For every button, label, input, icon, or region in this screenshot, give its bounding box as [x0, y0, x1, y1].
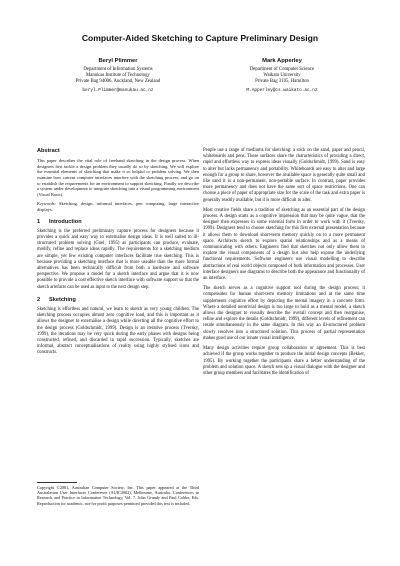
section-number: 2: [37, 296, 41, 303]
author-inst: Manukau Institute of Technology: [86, 73, 150, 79]
paragraph: The sketch serves as a cognitive support tool during the design process; it compensates for human short-term memory limitations and at the same time supplements cognitive effort by depicting the mental imagery in a concrete form. Where a detailed nontrivial design is too large to hold as a mental model, a sketch allows the designer to visually describe the overall concept and then reorganise, refine and explore the details (Goldschmidt, 1999), different levels of refinement can reside simultaneously in the same diagram. In this way an ill-structured problem slowly resolves into a structured solution. This process of partial representation makes good use of our innate visual intelligence.: [203, 286, 365, 341]
section-heading-sketching: [37, 297, 199, 303]
copyright-footnote: [37, 482, 199, 506]
right-column: [203, 148, 365, 381]
paragraph: Sketching is the preferred preliminary capture process for designers because it provides a quick and easy way to externalise design ideas. It is well suited to ill-structured problem solving (Goel, 1995) as participants can produce, evaluate, modify, refine and replace ideas rapidly. The requirements for a sketching medium are simple, yet few existing computer interfaces facilitate true sketching. This is because providing a sketching interface that is more useable than the more formal alternatives has been technically difficult from both a hardware and software perspective. We propose a model for a sketch interface and argue that it is now possible to provide a cost effective sketch interface with software support so that the sketch artefacts can be used as input to the next design step.: [37, 228, 199, 290]
keywords-label: Keywords:: [37, 201, 57, 207]
section-number: 1: [37, 218, 41, 225]
paragraph: Many design activities require group collaboration or agreement. This is best achieved if the group works together to produce the initial design concepts (Bekker, 1995). By working together the participants share a better understanding of the problem and solution space. A sketch sets up a visual dialogue with the designer and other group members and facilitates the identification of: [203, 346, 365, 376]
author-block-2: [202, 58, 362, 94]
paragraph: Sketching is effortless and natural, we learn to sketch as very young children. The sketching process occupies almost zero cognitive load, and this is important as it allows the designer to externalise a design while directing all the cognitive effort to the design process (Goldschmidt, 1999). Design is an iterative process (Tversky, 1999), the iterations may be very quick during the early phases with designs being constructed, refined, and discarded in rapid succession. Typically, sketches are informal, abstract conceptualisations of reality using highly stylised icons and constructs.: [37, 306, 199, 356]
section-title: Introduction: [49, 218, 82, 225]
paper-title: Computer-Aided Sketching to Capture Preliminary Design: [81, 33, 319, 43]
section-title: Sketching: [49, 296, 76, 303]
left-column: [37, 148, 199, 361]
abstract-heading: Abstract: [37, 148, 60, 154]
footnote-text: Copyright ©2001, Australian Computer Society, Inc. This paper appeared at the Third Australasian User Interfaces Conference (AUIC2002), Melbourne, Australia. Conferences in Research and Practice in Information Technology, Vol. 7. John Grundy and Paul Calder, Eds. Reproduction for academic, not-for profit purposes permitted provided this text is included.: [37, 485, 199, 506]
author-email: M.Apperley@cs.waikato.ac.nz: [246, 88, 318, 94]
author-dept: Department of Computer Science: [249, 67, 315, 73]
abstract-text: This paper describes the vital role of freehand sketching in the design process. When designers first tackle a design problem they usually do so by sketching. We will explore the essential elements of sketching that make it so helpful to problem solving. We then examine how current computer interfaces interfere with the sketching process, and go on to establish the requirements for an environment to support sketching. Finally we describe a system under development to integrate sketching into a visual programming environment (Visual Basic).: [37, 158, 199, 197]
author-dept: Department of Information Systems: [83, 67, 153, 73]
paragraph: People use a range of mediums for sketching: a stick on the sand, paper and pencil, whiteboards and pens. These surfaces share the characteristics of providing a direct, rapid and effortless way to express ideas visually (Goldschmidt, 1999). Sand is easy to alter but lacks permanency and portability. Whiteboards are easy to alter and large enough for a group to share, however the available space is generally quite small and like sand it is a non-permanent, non-portable surface. In contrast, paper provides more permanency and does not have the same sort of space restrictions. One can choose a piece of paper of appropriate size for the scale of the task and extra paper is generally readily available, but it is more difficult to alter.: [203, 148, 365, 203]
keywords-text: Sketching, design, informal interfaces, pen computing, large interactive displays.: [37, 201, 199, 212]
author-addr: Private Bag 3105, Hamilton: [255, 79, 309, 85]
paragraph: Most creative fields share a tradition of sketching as an essential part of the design process. A design starts as a cognitive impression that may be quite vague, that the designer then expresses in some external form in order to work with it (Tversky, 1999). Designers tend to choose sketching for this first external presentation because it allows them to download short-term memory quickly on to a more permanent space. Architects sketch to explore spatial relationships and as a means of communicating with others. Engineers find that sketches not only allow them to explore the visual components of a design but also help expose the underlying functional requirements. Software engineers use visual modelling to describe abstractions of real world objects composed of both information and processes. User interface designers use diagrams to describe both the appearance and functionality of an interface.: [203, 207, 365, 282]
author-name: Mark Apperley: [262, 58, 302, 64]
author-addr: Private Bag 94006, Auckland, New Zealand: [75, 79, 161, 85]
author-inst: Waikato University: [263, 73, 301, 79]
author-name: Beryl Plimmer: [98, 58, 138, 64]
section-heading-introduction: [37, 219, 199, 225]
footnote-rule: [37, 482, 77, 483]
keywords: [37, 201, 199, 212]
author-block-1: [38, 58, 198, 94]
author-email: beryl.Plimmer@manukau.ac.nz: [82, 88, 154, 94]
